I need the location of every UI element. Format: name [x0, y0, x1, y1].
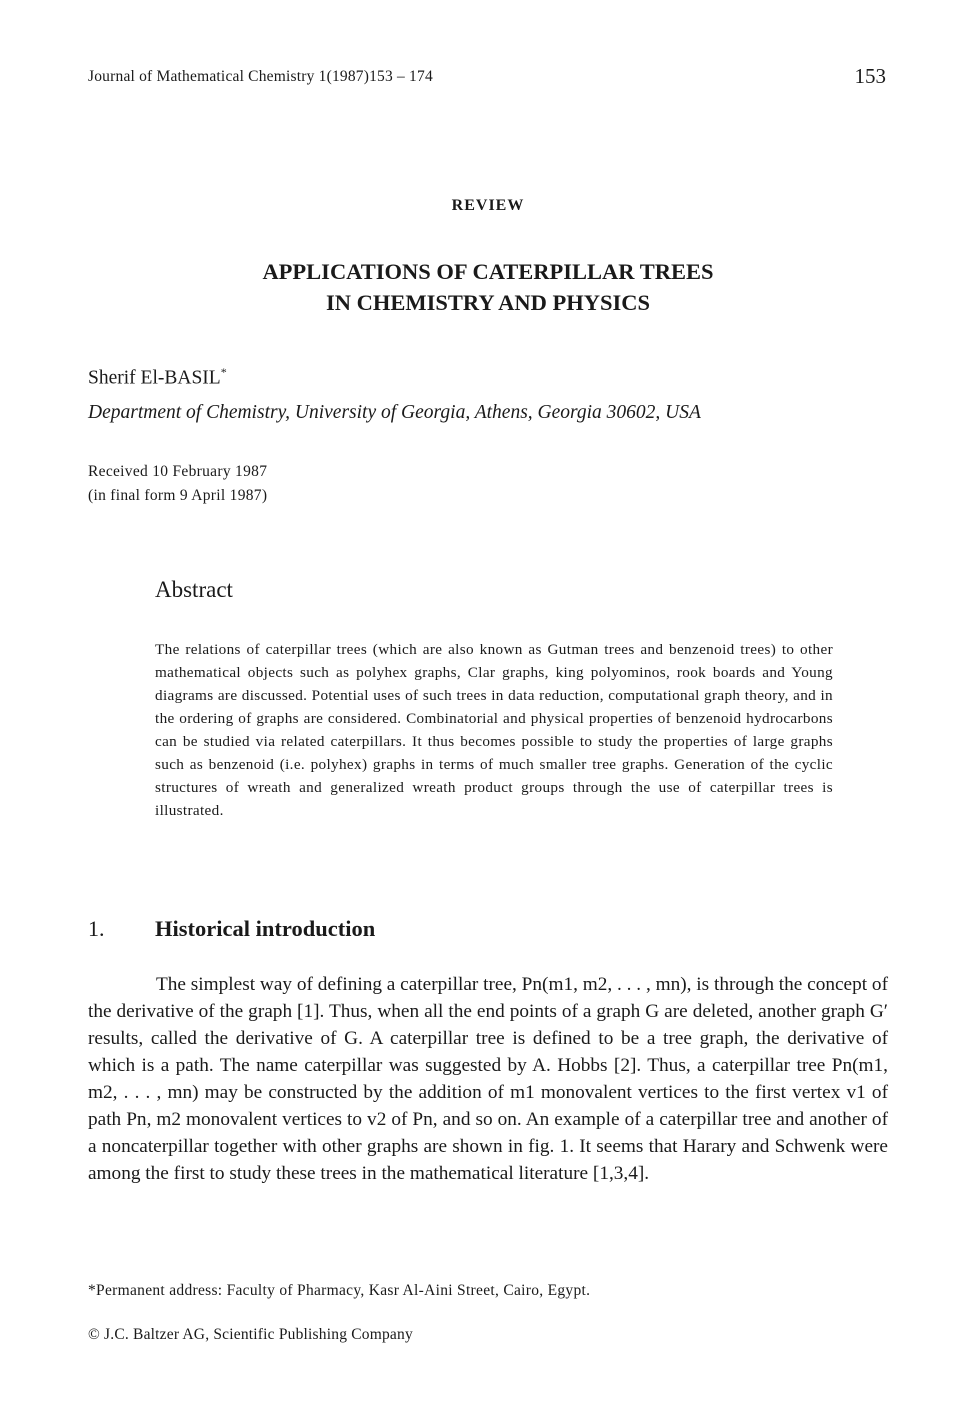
article-type: REVIEW [451, 197, 525, 214]
section-title: Historical introduction [155, 916, 376, 941]
copyright: © J.C. Baltzer AG, Scientific Publishing Company [88, 1326, 413, 1343]
received-date: Received 10 February 1987 [88, 463, 268, 480]
affiliation: Department of Chemistry, University of Georgia, Athens, Georgia 30602, USA [88, 402, 701, 423]
abstract-text: The relations of caterpillar trees (which are also known as Gutman trees and benzenoid trees) to other mathematical objects such as polyhex graphs, Clar graphs, king polyominos, rook boards and Young diagrams are discussed. Potential uses of such trees in data reduction, computational graph theory, and in the ordering of graphs are considered. Combinatorial and physical properties of benzenoid hydrocarbons can be studied via related caterpillars. It thus becomes possible to study the properties of large graphs such as benzenoid (i.e. polyhex) graphs in terms of much smaller tree graphs. Generation of the cyclic structures of wreath and generalized wreath product groups through the use of caterpillar trees is illustrated. [155, 641, 833, 819]
title-line-1: APPLICATIONS OF CATERPILLAR TREES [262, 259, 714, 284]
author [88, 365, 227, 390]
section-number: 1. [88, 916, 105, 941]
author-footnote-marker: * [220, 365, 227, 379]
title-line-2: IN CHEMISTRY AND PHYSICS [325, 290, 651, 315]
paper-title [0, 256, 976, 318]
abstract-heading: Abstract [155, 577, 233, 602]
body-paragraph: The simplest way of defining a caterpillar tree, Pn(m1, m2, . . . , mn), is through the concept of the derivative of the graph [1]. Thus, when all the end points of a graph G are deleted, another graph G′ results, called the derivative of G. A caterpillar tree is defined to be a tree graph, the derivative of which is a path. The name caterpillar was suggested by A. Hobbs [2]. Thus, a caterpillar tree Pn(m1, m2, . . . , mn) may be constructed by the addition of m1 monovalent vertices to the first vertex v1 of path Pn, m2 monovalent vertices to v2 of Pn, and so on. An example of a caterpillar tree and another of a noncaterpillar together with other graphs are shown in fig. 1. It seems that Harary and Schwenk were among the first to study these trees in the mathematical literature [1,3,4]. [88, 974, 888, 1184]
received-dates [88, 460, 267, 508]
final-form-date: (in final form 9 April 1987) [88, 487, 268, 504]
page-number: 153 [854, 64, 886, 88]
journal-citation: Journal of Mathematical Chemistry 1(1987)153 – 174 [88, 68, 433, 85]
author-name: Sherif El-BASIL [88, 367, 221, 389]
footnote: *Permanent address: Faculty of Pharmacy, Kasr Al-Aini Street, Cairo, Egypt. [88, 1282, 591, 1299]
